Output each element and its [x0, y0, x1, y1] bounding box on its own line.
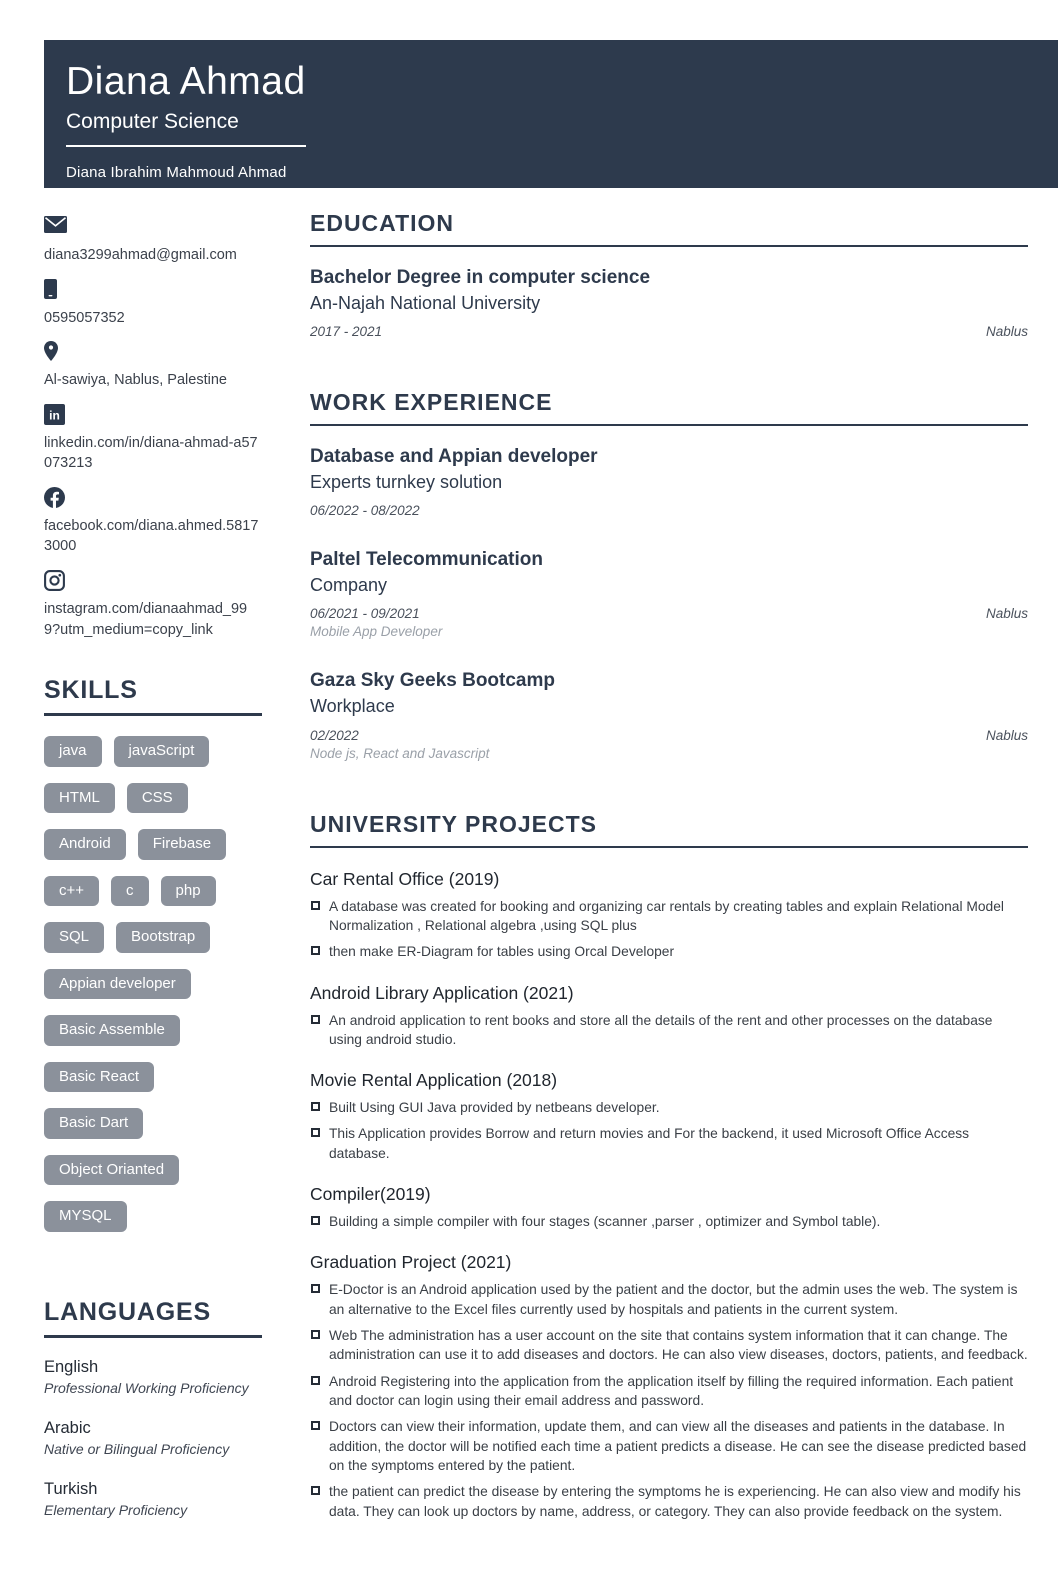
entry-title: Gaza Sky Geeks Bootcamp	[310, 670, 555, 692]
square-bullet-icon	[311, 1216, 320, 1225]
project-entry	[310, 869, 1028, 962]
project-bullet-text: A database was created for booking and organizing car rentals by creating tables and explain Relational Model Normalization , Relational algebra ,using SQL plus	[329, 898, 1004, 933]
main-column	[310, 188, 1028, 1571]
entry-role: Mobile App Developer	[310, 624, 443, 640]
project-bullet-text: An android application to rent books and store all the details of the rent and other processes on the database using android studio.	[329, 1012, 993, 1047]
square-bullet-icon	[311, 901, 320, 910]
project-bullet-text: Doctors can view their information, update them, and can view all the diseases and patients in the database. In addition, the doctor will be notified each time a patient predicts a disease. He can see the disease predicted based on the symptoms entered by the patient.	[329, 1419, 1027, 1473]
resume-header	[44, 40, 1058, 188]
skills-list	[44, 736, 262, 1232]
languages-heading: LANGUAGES	[44, 1298, 262, 1338]
entry-role: Node js, React and Javascript	[310, 745, 490, 761]
entry-meta	[310, 503, 1028, 518]
skill-pill: HTML	[44, 783, 115, 814]
contact-value: 0595057352	[44, 309, 125, 326]
skill-pill: java	[44, 736, 102, 767]
project-bullet	[310, 1098, 1028, 1117]
entry-meta	[310, 606, 1028, 621]
location-icon	[44, 341, 262, 363]
square-bullet-icon	[311, 1330, 320, 1339]
project-bullet-text: Android Registering into the application from the application itself by filling the required information. Each patient and doctor can login using their email address and password.	[329, 1373, 1014, 1408]
skill-pill: c	[111, 876, 149, 907]
education-heading: EDUCATION	[310, 210, 1028, 247]
projects-section	[310, 811, 1028, 1521]
entry-organization: Experts turnkey solution	[310, 471, 503, 492]
project-bullet	[310, 1011, 1028, 1050]
project-title: Compiler(2019)	[310, 1184, 431, 1205]
skill-pill: MYSQL	[44, 1201, 127, 1232]
project-entry	[310, 1252, 1028, 1520]
entry-title: Database and Appian developer	[310, 446, 598, 468]
contact-value: facebook.com/diana.ahmed.58173000	[44, 517, 259, 555]
skill-pill: Basic Assemble	[44, 1015, 180, 1046]
language-level: Elementary Proficiency	[44, 1501, 188, 1518]
person-full-name: Diana Ibrahim Mahmoud Ahmad	[66, 163, 287, 181]
project-bullet-text: E-Doctor is an Android application used by the patient and the doctor, but the admin uses the web. The system is an alternative to the Excel files currently used by hospitals and patients in the current system.	[329, 1282, 1018, 1317]
linkedin-icon	[44, 404, 262, 426]
language-level: Native or Bilingual Proficiency	[44, 1440, 230, 1457]
person-name: Diana Ahmad	[66, 60, 306, 103]
contact-value: Al-sawiya, Nablus, Palestine	[44, 372, 227, 389]
square-bullet-icon	[311, 1128, 320, 1137]
project-title: Car Rental Office (2019)	[310, 868, 500, 889]
project-entry	[310, 1184, 1028, 1231]
skill-pill: SQL	[44, 922, 104, 953]
entry-location: Nablus	[985, 727, 1028, 743]
work-heading: WORK EXPERIENCE	[310, 389, 1028, 426]
language-name: Arabic	[44, 1418, 91, 1437]
skill-pill: Basic Dart	[44, 1108, 143, 1139]
contact-item	[44, 279, 262, 329]
header-underline	[66, 145, 306, 147]
experience-entry	[310, 445, 1028, 518]
skill-pill: Bootstrap	[116, 922, 210, 953]
phone-icon	[44, 279, 262, 301]
project-title: Movie Rental Application (2018)	[310, 1070, 558, 1091]
square-bullet-icon	[311, 1015, 320, 1024]
project-title: Graduation Project (2021)	[310, 1252, 512, 1273]
language-item	[44, 1480, 262, 1518]
entry-title: Bachelor Degree in computer science	[310, 267, 651, 288]
square-bullet-icon	[311, 1102, 320, 1111]
projects-list	[310, 869, 1028, 1521]
entry-title: Paltel Telecommunication	[310, 549, 543, 571]
project-bullet	[310, 942, 1028, 961]
page-content	[0, 188, 1058, 1571]
skill-pill: php	[161, 876, 216, 907]
square-bullet-icon	[311, 1376, 320, 1385]
square-bullet-icon	[311, 1486, 320, 1495]
projects-heading: UNIVERSITY PROJECTS	[310, 811, 1028, 848]
svg-text:in: in	[49, 408, 60, 423]
project-bullet-text: Built Using GUI Java provided by netbeans developer.	[329, 1100, 660, 1116]
project-bullet-text: Building a simple compiler with four stages (scanner ,parser , optimizer and Symbol table).	[329, 1214, 881, 1230]
experience-entry	[310, 266, 1028, 339]
entry-meta	[310, 728, 1028, 743]
skill-pill: Appian developer	[44, 969, 191, 1000]
skill-pill: Basic React	[44, 1062, 154, 1093]
project-bullet	[310, 1372, 1028, 1411]
project-bullet-text: the patient can predict the disease by entering the symptoms he is experiencing. He can also view and modify his data. They can look up doctors by name, address, or category. They can also provide feedback on the system.	[329, 1484, 1021, 1519]
skill-pill: Object Orianted	[44, 1155, 179, 1186]
square-bullet-icon	[311, 946, 320, 955]
language-level: Professional Working Proficiency	[44, 1379, 249, 1396]
contact-value: instagram.com/dianaahmad_999?utm_medium=copy_link	[44, 601, 248, 638]
project-bullet	[310, 1280, 1028, 1319]
contact-item	[44, 216, 262, 266]
language-item	[44, 1358, 262, 1396]
email-icon	[44, 216, 262, 238]
project-bullet	[310, 897, 1028, 936]
project-bullet	[310, 1417, 1028, 1475]
square-bullet-icon	[311, 1421, 320, 1430]
education-entries	[310, 266, 1028, 339]
person-title: Computer Science	[66, 109, 239, 133]
entry-location: Nablus	[985, 606, 1028, 622]
project-bullet-text: then make ER-Diagram for tables using Orcal Developer	[329, 944, 675, 960]
entry-date: 2017 - 2021	[310, 324, 383, 340]
experience-entry	[310, 669, 1028, 760]
language-item	[44, 1419, 262, 1457]
project-bullet	[310, 1124, 1028, 1163]
language-name: English	[44, 1357, 99, 1376]
sidebar	[44, 188, 262, 1541]
skill-pill: Firebase	[138, 829, 226, 860]
contact-value: diana3299ahmad@gmail.com	[44, 247, 237, 263]
project-title: Android Library Application (2021)	[310, 982, 574, 1003]
experience-entry	[310, 548, 1028, 639]
entry-date: 02/2022	[310, 727, 359, 743]
skills-heading: SKILLS	[44, 676, 262, 716]
work-section	[310, 389, 1028, 760]
square-bullet-icon	[311, 1284, 320, 1293]
entry-meta	[310, 324, 1028, 339]
entry-date: 06/2021 - 09/2021	[310, 606, 420, 622]
skill-pill: CSS	[127, 783, 188, 814]
project-entry	[310, 983, 1028, 1050]
contact-item	[44, 570, 262, 640]
contact-item	[44, 487, 262, 557]
project-bullet	[310, 1212, 1028, 1231]
skill-pill: c++	[44, 876, 99, 907]
project-bullet	[310, 1482, 1028, 1521]
entry-organization: Workplace	[310, 696, 395, 717]
education-section	[310, 210, 1028, 339]
contact-section	[44, 216, 262, 640]
entry-date: 06/2022 - 08/2022	[310, 503, 420, 519]
project-entry	[310, 1070, 1028, 1163]
facebook-icon	[44, 487, 262, 509]
languages-list	[44, 1358, 262, 1518]
project-bullet-text: This Application provides Borrow and return movies and For the backend, it used Microsoft Office Access database.	[329, 1126, 970, 1161]
contact-item	[44, 404, 262, 474]
skill-pill: javaScript	[114, 736, 210, 767]
entry-organization: Company	[310, 575, 388, 596]
contact-value: linkedin.com/in/diana-ahmad-a57073213	[44, 434, 258, 472]
entry-organization: An-Najah National University	[310, 292, 541, 313]
language-name: Turkish	[44, 1479, 98, 1498]
entry-location: Nablus	[985, 324, 1028, 340]
skill-pill: Android	[44, 829, 126, 860]
project-bullet	[310, 1326, 1028, 1365]
project-bullet-text: Web The administration has a user account on the site that contains system information that it can change. The administration can use it to add diseases and doctors. He can also view diseases, doctors, patients, and feedback.	[329, 1328, 1028, 1363]
contact-item	[44, 341, 262, 391]
work-entries	[310, 445, 1028, 760]
instagram-icon	[44, 570, 262, 592]
